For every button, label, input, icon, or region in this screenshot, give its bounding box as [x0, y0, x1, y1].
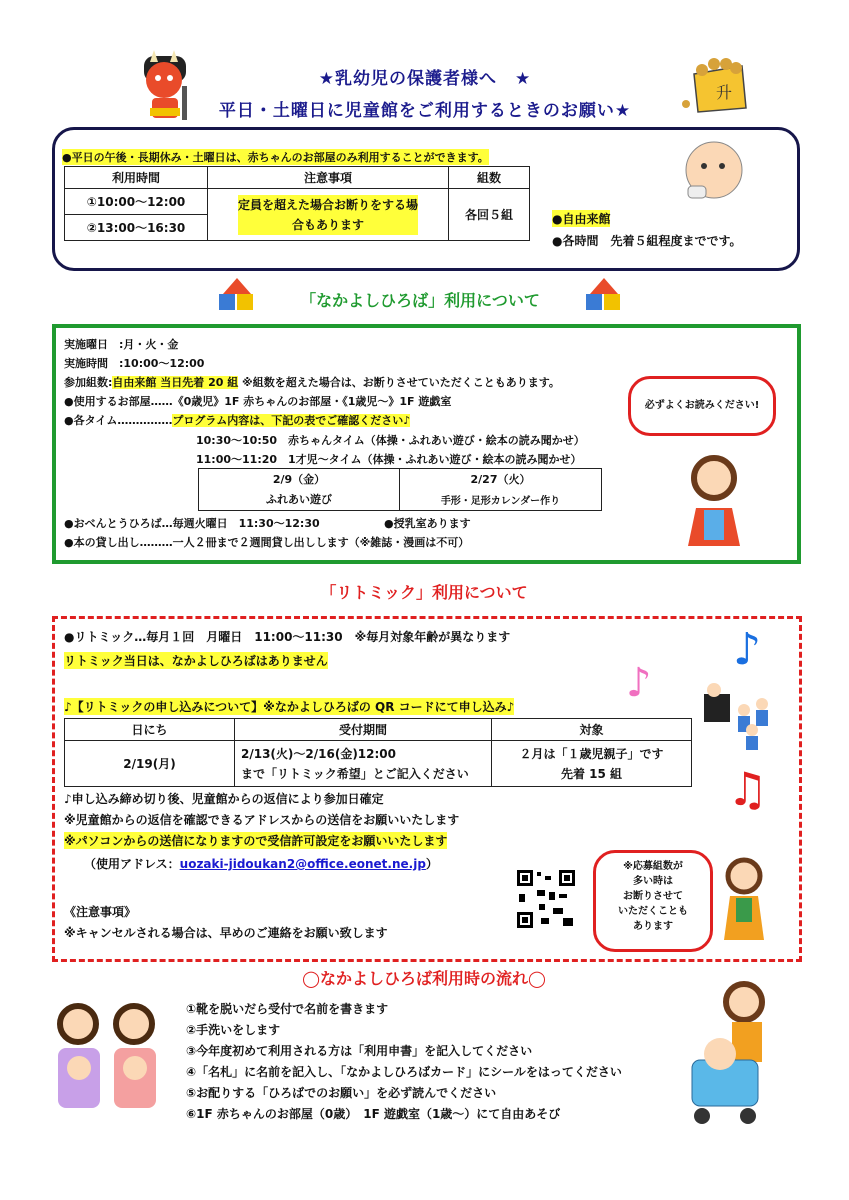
flow-step-6: ⑥1F 赤ちゃんのお部屋（0歳） 1F 遊戯室（1歳～）にて自由あそび — [186, 1107, 561, 1121]
flow-step-4: ④「名札」に名前を記入し、「なかよしひろばカード」にシールをはってください — [186, 1065, 622, 1079]
hiroba-time-a: 10:30～10:50 赤ちゃんタイム（体操・ふれあい遊び・絵本の読み聞かせ） — [196, 434, 585, 447]
blocks-icon-right — [580, 276, 628, 316]
flow-title: ◯なかよしひろば利用時の流れ◯ — [302, 969, 546, 988]
waving-girl-illustration — [718, 856, 768, 942]
schedule-date-2: 2/27（火） — [400, 469, 602, 489]
flow-step-2: ②手洗いをします — [186, 1023, 281, 1037]
rhythmic-note2: ※児童館からの返信を確認できるアドレスからの送信をお願いいたします — [64, 813, 460, 827]
bubble-line-1: ※応募組数が — [623, 861, 683, 872]
col-time: 利用時間 — [65, 167, 208, 189]
hiroba-groups-hl: 自由来館 当日先着 20 組 — [112, 376, 239, 389]
free-visit-desc: ●各時間 先着５組程度までです。 — [552, 234, 742, 248]
bubble-line-5: あります — [633, 921, 673, 932]
col-groups: 組数 — [449, 167, 530, 189]
rhythmic-line2: リトミック当日は、なかよしひろばはありません — [64, 654, 328, 668]
flow-step-1: ①靴を脱いだら受付で名前を書きます — [186, 1002, 389, 1016]
hiroba-groups-prefix: 参加組数: — [64, 376, 113, 389]
music-note-icon-blue: ♪ — [733, 624, 762, 675]
rhythmic-period1: 2/13(火)～2/16(金)12:00 — [241, 746, 396, 761]
oni-illustration — [136, 50, 198, 122]
rhythmic-target1: ２月は「１歳児親子」です — [519, 746, 664, 761]
col-target: 対象 — [492, 719, 692, 741]
blocks-icon-left — [213, 276, 261, 316]
read-carefully-bubble: 必ずよくお読みください! — [628, 376, 776, 436]
application-note-bubble — [593, 850, 713, 952]
weekday-note: ●平日の午後・長期休み・土曜日は、赤ちゃんのお部屋のみ利用することができます。 — [62, 151, 489, 164]
rhythmic-apply: ♪【リトミックの申し込みについて】※なかよしひろばの QR コードにて申し込み♪ — [64, 700, 515, 714]
hiroba-time: 実施時間 :10:00～12:00 — [64, 357, 205, 370]
col-date: 日にち — [65, 719, 235, 741]
schedule-date-1: 2/9（金） — [199, 469, 400, 489]
stroller-illustration — [680, 980, 800, 1130]
hiroba-groups-note: ※組数を超えた場合は、お断りさせていただくこともあります。 — [242, 376, 560, 389]
rhythmic-note1: ♪申し込み締め切り後、児童館からの返信により参加日確定 — [64, 792, 384, 806]
header-line2: 平日・土曜日に児童館をご利用するときのお願い★ — [218, 101, 632, 121]
caution-text: 定員を超えた場合お断りをする場合もあります — [238, 195, 418, 235]
hiroba-title: 「なかよしひろば」利用について — [300, 291, 540, 310]
rhythmic-target2: 先着 15 組 — [560, 766, 623, 781]
hiroba-days: 実施曜日 :月・火・金 — [64, 338, 179, 351]
hiroba-times-line — [64, 412, 410, 428]
rhythmic-note3: ※パソコンからの送信になりますので受信許可設定をお願いいたします — [64, 834, 448, 848]
hiroba-nursing: ●授乳室あります — [384, 517, 471, 530]
svg-text:升: 升 — [716, 83, 733, 102]
schedule-activity-1: ふれあい遊び — [199, 489, 400, 511]
bubble-line-3: お断りさせて — [623, 891, 683, 902]
bean-box-illustration — [680, 52, 752, 114]
email-link[interactable]: uozaki-jidoukan2@office.eonet.ne.jp — [179, 857, 426, 871]
piano-children-illustration — [700, 680, 782, 752]
hiroba-time-b: 11:00～11:20 1才児～タイム（体操・ふれあい遊び・絵本の読み聞かせ） — [196, 453, 582, 466]
col-caution: 注意事項 — [208, 167, 449, 189]
caution-text: ※キャンセルされる場合は、早めのご連絡をお願い致します — [64, 926, 388, 940]
flow-step-3: ③今年度初めて利用される方は「利用申書」を記入してください — [186, 1044, 533, 1058]
parents-babies-illustration — [48, 996, 166, 1114]
time-slot-1: ①10:00～12:00 — [65, 189, 208, 215]
flow-step-5: ⑤お配りする「ひろばでのお願い」を必ず読んでください — [186, 1086, 497, 1100]
rhythmic-address-line — [84, 855, 438, 872]
col-period: 受付期間 — [235, 719, 492, 741]
address-suffix: ） — [425, 857, 438, 871]
bubble-line-4: いただくことも — [618, 906, 688, 917]
bubble-line-2: 多い時は — [633, 876, 673, 887]
groups-value: 各回５組 — [449, 189, 530, 241]
rhythmic-period2: まで「リトミック希望」とご記入ください — [241, 766, 469, 781]
hiroba-times-hl: プログラム内容は、下記の表でご確認ください♪ — [172, 414, 411, 427]
hiroba-books: ●本の貸し出し………一人２冊まで２週間貸し出しします（※雑誌・漫画は不可） — [64, 536, 470, 549]
music-note-icon-pink: ♪ — [626, 660, 652, 706]
caution-title: 《注意事項》 — [64, 905, 137, 919]
girl-illustration — [680, 452, 748, 548]
music-note-icon-red: ♫ — [727, 762, 769, 816]
header-line1: ★乳幼児の保護者様へ ★ — [318, 69, 532, 89]
hiroba-groups-line — [64, 374, 560, 390]
rhythmic-line1: ●リトミック…毎月１回 月曜日 11:00～11:30 ※毎月対象年齢が異なります — [64, 630, 511, 644]
rhythmic-table — [64, 718, 692, 787]
hiroba-schedule-table — [198, 468, 602, 511]
time-slot-2: ②13:00～16:30 — [65, 215, 208, 241]
address-prefix: （使用アドレス： — [84, 857, 180, 871]
weekday-table — [64, 166, 530, 241]
free-visit-label: ●自由来館 — [552, 212, 611, 226]
schedule-activity-2: 手形・足形カレンダー作り — [400, 489, 602, 511]
hiroba-rooms: ●使用するお部屋……《0歳児》1F 赤ちゃんのお部屋・《1歳児～》1F 遊戯室 — [64, 395, 452, 408]
hiroba-times-prefix: ●各タイム…………… — [64, 414, 173, 427]
rhythmic-title: 「リトミック」利用について — [320, 583, 528, 602]
baby-illustration — [680, 134, 748, 204]
qr-code-icon[interactable] — [515, 868, 577, 930]
rhythmic-date: 2/19(月) — [65, 741, 235, 787]
hiroba-bento: ●おべんとうひろば…毎週火曜日 11:30～12:30 — [64, 517, 320, 530]
